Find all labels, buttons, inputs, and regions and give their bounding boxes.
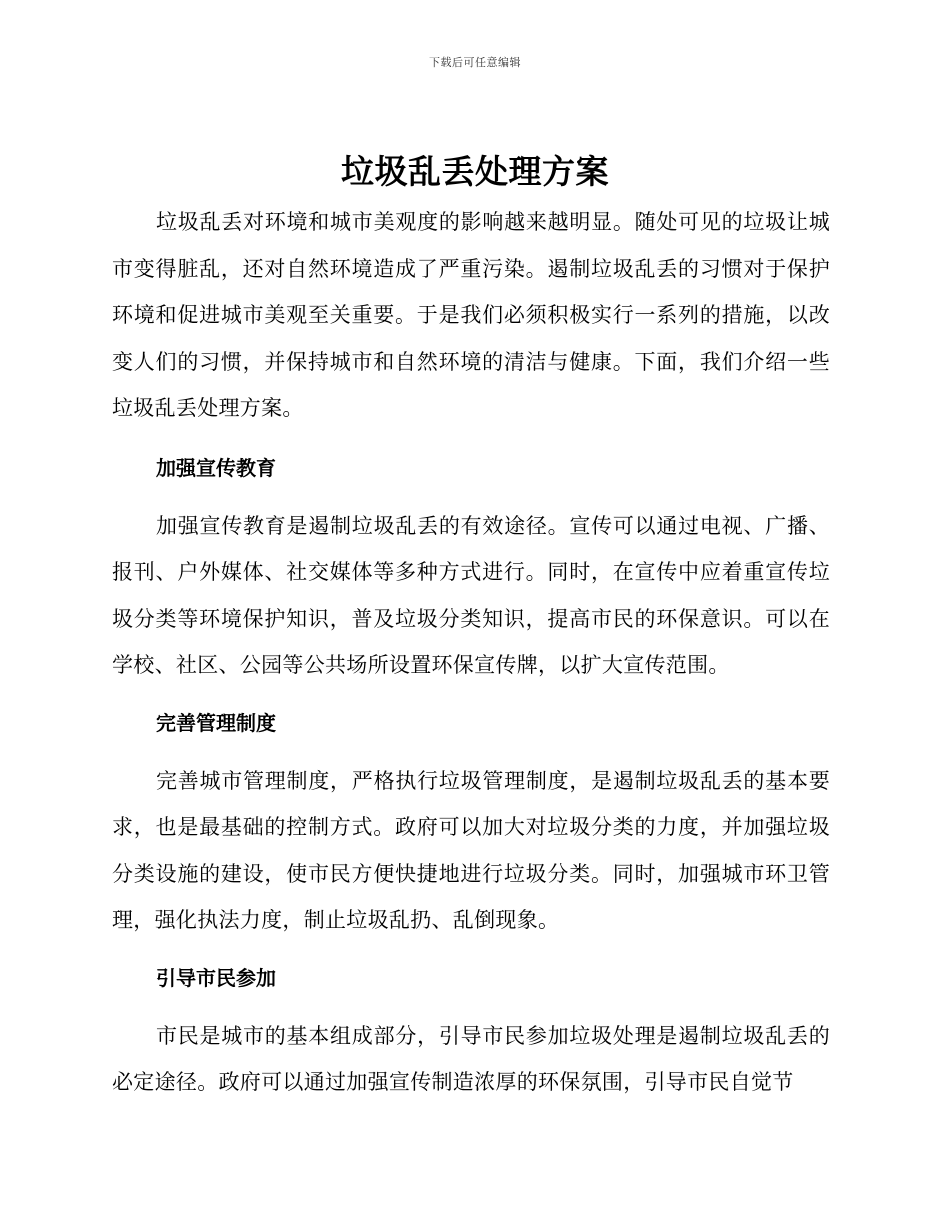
intro-paragraph: 垃圾乱丢对环境和城市美观度的影响越来越明显。随处可见的垃圾让城市变得脏乱，还对自然环境造成了严重污染。遏制垃圾乱丢的习惯对于保护环境和促进城市美观至关重要。于是我们必须积极实行一系列的措施，以改变人们的习惯，并保持城市和自然环境的清洁与健康。下面，我们介绍一些垃圾乱丢处理方案。 — [112, 210, 830, 420]
section-heading-publicity: 加强宣传教育 — [156, 455, 276, 480]
section-body-citizens: 市民是城市的基本组成部分，引导市民参加垃圾处理是遏制垃圾乱丢的必定途径。政府可以通过加强宣传制造浓厚的环保氛围，引导市民自觉节 — [112, 1023, 830, 1094]
section-body-management: 完善城市管理制度，严格执行垃圾管理制度，是遏制垃圾乱丢的基本要求，也是最基础的控制方式。政府可以加大对垃圾分类的力度，并加强垃圾分类设施的建设，使市民方便快捷地进行垃圾分类。同时，加强城市环卫管理，强化执法力度，制止垃圾乱扔、乱倒现象。 — [112, 768, 830, 932]
page-header-note: 下载后可任意编辑 — [429, 56, 521, 69]
section-body-publicity: 加强宣传教育是遏制垃圾乱丢的有效途径。宣传可以通过电视、广播、报刊、户外媒体、社交媒体等多种方式进行。同时，在宣传中应着重宣传垃圾分类等环境保护知识，普及垃圾分类知识，提高市民的环保意识。可以在学校、社区、公园等公共场所设置环保宣传牌，以扩大宣传范围。 — [112, 513, 830, 677]
section-heading-citizens: 引导市民参加 — [156, 965, 276, 990]
document-body — [112, 199, 830, 1106]
section-heading-management: 完善管理制度 — [156, 710, 276, 735]
document-title: 垃圾乱丢处理方案 — [341, 152, 609, 191]
